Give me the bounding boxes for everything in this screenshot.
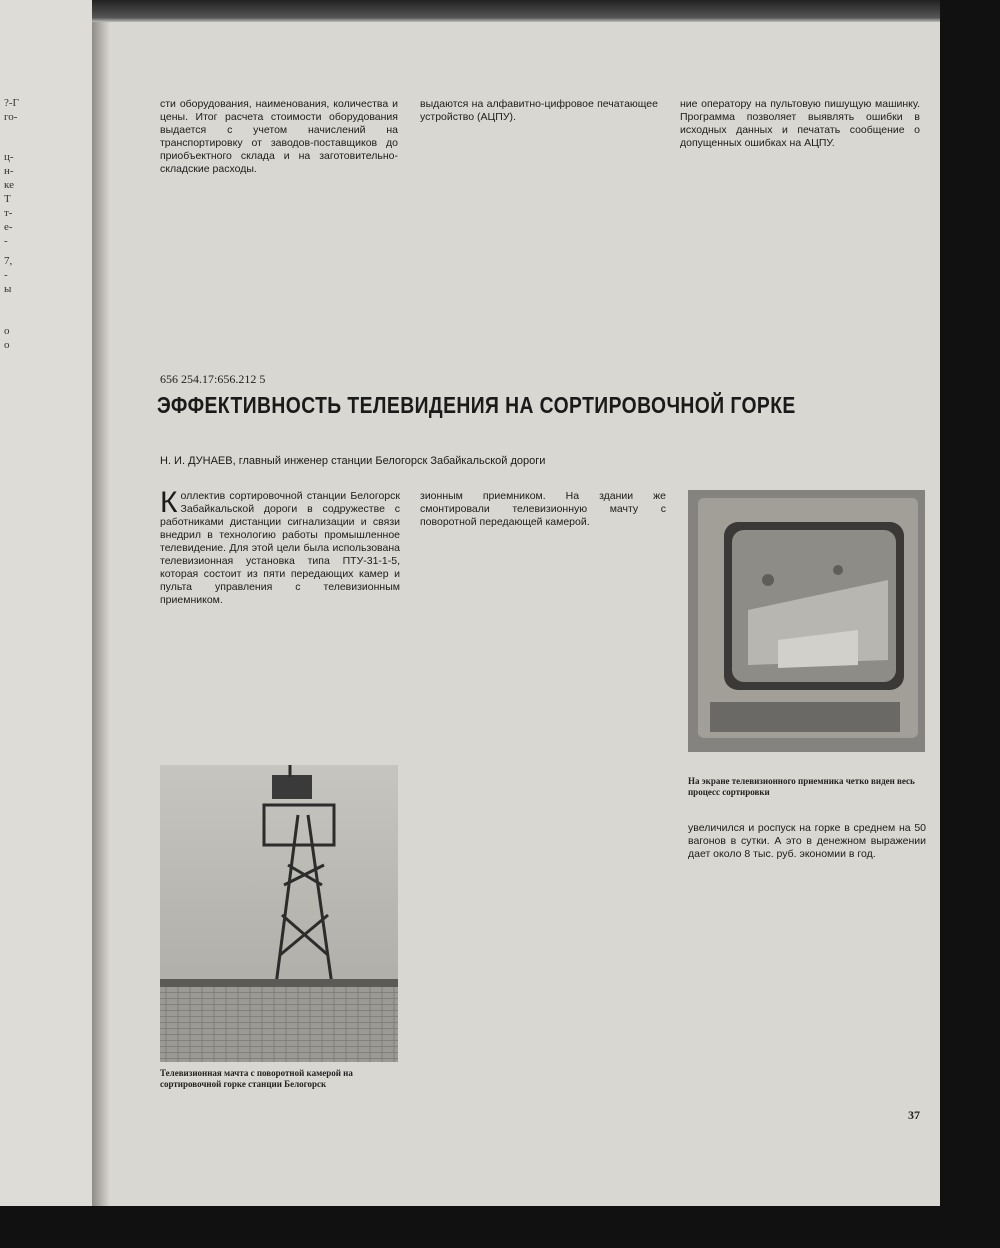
- page-edge-fragment: 7,: [4, 255, 13, 267]
- page-spine-shadow: [92, 22, 110, 1206]
- article-column-2: [420, 490, 666, 529]
- tv-screen-photo: [688, 490, 925, 752]
- page-edge-fragment: ?-Г: [4, 97, 19, 109]
- page-edge-fragment: Т: [4, 193, 11, 205]
- page-number: 37: [908, 1108, 920, 1122]
- page-edge-fragment: о: [4, 325, 10, 337]
- paragraph: увеличился и роспуск на горке в среднем на 50 вагонов в сутки. А это в денежном выражении дает около 8 тыс. руб. экономии в год.: [688, 822, 926, 860]
- article-title: ЭФФЕКТИВНОСТЬ ТЕЛЕВИДЕНИЯ НА СОРТИРОВОЧНОЙ ГОРКЕ: [157, 392, 796, 418]
- paragraph: ние оператору на пультовую пишущую машинку. Программа позволяет выявлять ошибки в исходных данных и печатать сообщение о допущенных ошибках на АЦПУ.: [680, 98, 920, 149]
- page-edge-fragment: ке: [4, 179, 14, 191]
- page-edge-fragment: т-: [4, 207, 13, 219]
- top-column-2: [420, 98, 658, 124]
- page-edge-fragment: н-: [4, 165, 14, 177]
- page-edge-fragment: ц-: [4, 151, 14, 163]
- mast-photo-caption: Телевизионная мачта с поворотной камерой на сортировочной горке станции Белогорск: [160, 1068, 353, 1089]
- page-edge-fragment: -: [4, 269, 8, 281]
- top-column-1: [160, 98, 398, 176]
- page-edge-fragment: е-: [4, 221, 13, 233]
- page-edge-fragment: о: [4, 339, 10, 351]
- scan-right-edge: [940, 0, 1000, 1248]
- article-column-1: [160, 486, 400, 607]
- tv-mast-photo: [160, 765, 398, 1062]
- author-byline: Н. И. ДУНАЕВ, главный инженер станции Белогорск Забайкальской дороги: [160, 455, 546, 467]
- previous-page-strip: [0, 0, 92, 1248]
- tv-mast-image: [160, 765, 398, 1062]
- paragraph: зионным приемником. На здании же смонтировали телевизионную мачту с поворотной передающей камерой.: [420, 490, 666, 528]
- scan-bottom-edge: [0, 1206, 1000, 1248]
- drop-cap: К: [160, 486, 178, 519]
- paragraph: выдаются на алфавитно-цифровое печатающее устройство (АЦПУ).: [420, 98, 658, 123]
- screen-photo-caption: На экране телевизионного приемника четко виден весь процесс сортировки: [688, 776, 915, 797]
- page-edge-fragment: го-: [4, 111, 18, 123]
- tv-screen-image: [688, 490, 925, 752]
- top-column-3: [680, 98, 920, 150]
- article-column-3: [688, 822, 926, 861]
- page-edge-fragment: -: [4, 235, 8, 247]
- udc-code: 656 254.17:656.212 5: [160, 372, 266, 386]
- paragraph: сти оборудования, наименования, количества и цены. Итог расчета стоимости оборудования выдается с учетом начислений на транспортировку от заводов-поставщиков до приобъектного склада и на заготовительно-складские расходы.: [160, 98, 398, 175]
- page-edge-fragment: ы: [4, 283, 12, 295]
- paragraph: Коллектив сортировочной станции Белогорск Забайкальской дороги в содружестве с работниками дистанции сигнализации и связи внедрил в технологию работы промышленное телевидение. Для этой цели была использована телевизионная установка типа ПТУ-31-1-5, которая состоит из пяти передающих камер и пульта управления с телевизионным приемником.: [160, 486, 400, 606]
- scan-top-edge: [0, 0, 1000, 22]
